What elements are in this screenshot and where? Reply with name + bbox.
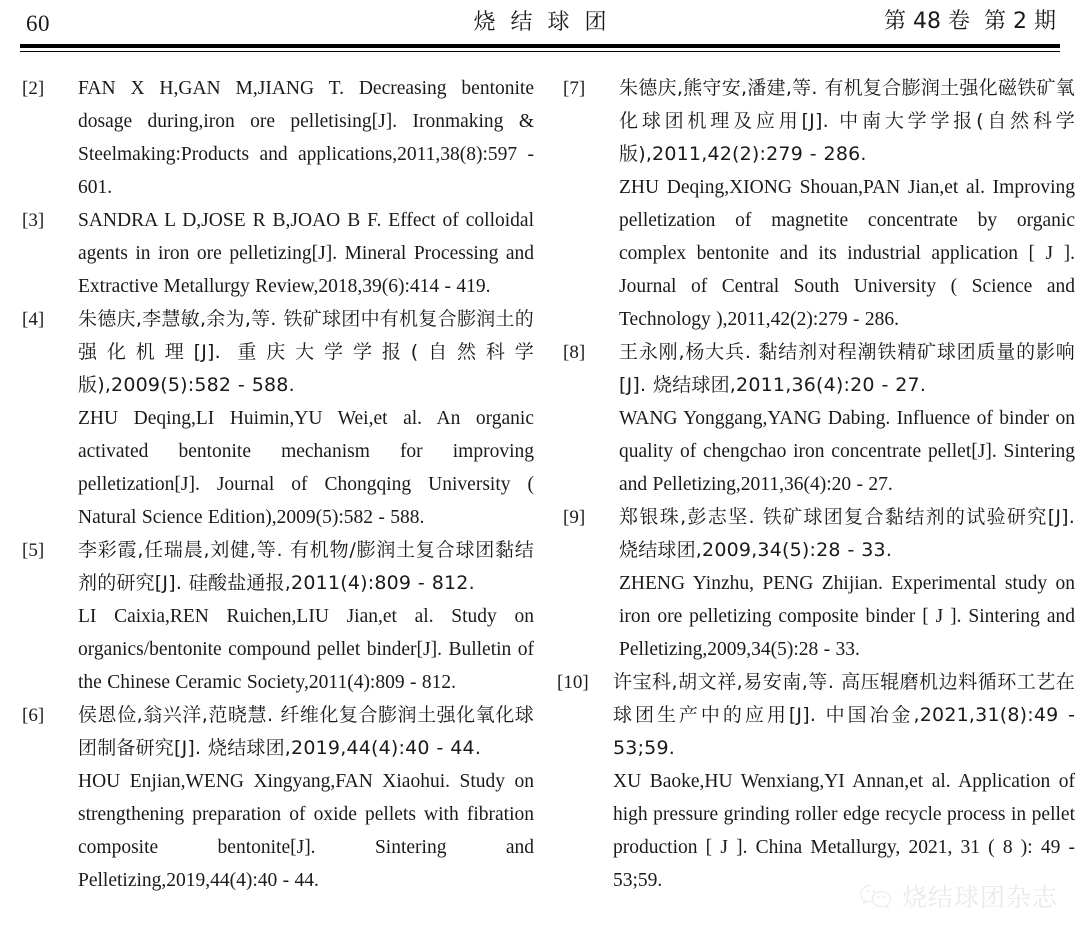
reference-label: [8] <box>563 342 586 363</box>
reference-column-right <box>557 72 1075 897</box>
reference-entry-4 <box>22 303 534 534</box>
issue-volume: 第 48 卷 第 2 期 <box>884 9 1056 34</box>
reference-text-en: ZHENG Yinzhu, PENG Zhijian. Experimental study on iron ore pelletizing composite binder [ J ]. Sintering and Pelletizing,2009,34(5):28 - 33. <box>619 573 1075 660</box>
reference-label: [7] <box>563 78 586 99</box>
reference-column-left <box>22 72 534 897</box>
journal-title: 烧结球团 <box>473 10 622 35</box>
header-rule-thick <box>20 44 1060 48</box>
reference-text-zh: 王永刚,杨大兵. 黏结剂对程潮铁精矿球团质量的影响[J]. 烧结球团,2011,36(4):20 - 27. <box>619 341 1075 396</box>
reference-entry-5 <box>22 534 534 699</box>
reference-text-en: ZHU Deqing,XIONG Shouan,PAN Jian,et al. Improving pelletization of magnetite concentrate by organic complex bentonite and its industrial application [ J ]. Journal of Central South University ( Science and Technology ),2011,42(2):279 - 286. <box>619 177 1075 330</box>
reference-label: [3] <box>22 210 45 231</box>
reference-label: [10] <box>557 672 589 693</box>
reference-entry-6 <box>22 699 534 897</box>
page-running-head <box>0 0 1080 52</box>
reference-text-zh: 朱德庆,李慧敏,余为,等. 铁矿球团中有机复合膨润土的强化机理[J]. 重庆大学学报(自然科学版),2009(5):582 - 588. <box>78 308 534 396</box>
reference-text-zh: 郑银珠,彭志坚. 铁矿球团复合黏结剂的试验研究[J]. 烧结球团,2009,34(5):28 - 33. <box>619 506 1075 561</box>
reference-text-zh: 朱德庆,熊守安,潘建,等. 有机复合膨润土强化磁铁矿氧化球团机理及应用[J]. 中南大学学报(自然科学版),2011,42(2):279 - 286. <box>619 77 1075 165</box>
header-rule-thin <box>20 51 1060 52</box>
reference-text-zh: 侯恩俭,翁兴洋,范晓慧. 纤维化复合膨润土强化氧化球团制备研究[J]. 烧结球团,2019,44(4):40 - 44. <box>78 704 534 759</box>
reference-list <box>0 72 1080 930</box>
reference-entry-3 <box>22 204 534 303</box>
reference-entry-7 <box>563 72 1075 336</box>
reference-text-en: LI Caixia,REN Ruichen,LIU Jian,et al. Study on organics/bentonite compound pellet binder[J]. Bulletin of the Chinese Ceramic Society,2011(4):809 - 812. <box>78 606 534 693</box>
reference-text-en: WANG Yonggang,YANG Dabing. Influence of binder on quality of chengchao iron concentrate pellet[J]. Sintering and Pelletizing,2011,36(4):20 - 27. <box>619 408 1075 495</box>
reference-text-en: XU Baoke,HU Wenxiang,YI Annan,et al. Application of high pressure grinding roller edge recycle process in pellet production [ J ]. China Metallurgy, 2021, 31 ( 8 ): 49 - 53;59. <box>613 771 1075 891</box>
reference-label: [9] <box>563 507 586 528</box>
reference-text-zh: 许宝科,胡文祥,易安南,等. 高压辊磨机边料循环工艺在球团生产中的应用[J]. 中国冶金,2021,31(8):49 - 53;59. <box>613 671 1075 759</box>
reference-text-en: ZHU Deqing,LI Huimin,YU Wei,et al. An organic activated bentonite mechanism for improving pelletization[J]. Journal of Chongqing University ( Natural Science Edition),2009(5):582 - 588. <box>78 408 534 528</box>
reference-text-en: HOU Enjian,WENG Xingyang,FAN Xiaohui. Study on strengthening preparation of oxide pellets with fibration composite bentonite[J]. Sintering and Pelletizing,2019,44(4):40 - 44. <box>78 771 534 891</box>
reference-entry-10 <box>557 666 1075 897</box>
reference-text-en: SANDRA L D,JOSE R B,JOAO B F. Effect of colloidal agents in iron ore pelletizing[J]. Mineral Processing and Extractive Metallurgy Review,2018,39(6):414 - 419. <box>78 210 534 297</box>
reference-text-zh: 李彩霞,任瑞晨,刘健,等. 有机物/膨润土复合球团黏结剂的研究[J]. 硅酸盐通报,2011(4):809 - 812. <box>78 539 534 594</box>
page-number: 60 <box>26 11 50 36</box>
watermark-label: 烧结球团杂志 <box>901 882 1058 912</box>
reference-text-en: FAN X H,GAN M,JIANG T. Decreasing bentonite dosage during,iron ore pelletising[J]. Ironmaking & Steelmaking:Products and applications,2011,38(8):597 - 601. <box>78 78 534 198</box>
reference-label: [6] <box>22 705 45 726</box>
reference-entry-8 <box>563 336 1075 501</box>
reference-entry-9 <box>563 501 1075 666</box>
reference-label: [5] <box>22 540 45 561</box>
reference-label: [2] <box>22 78 45 99</box>
reference-entry-2 <box>22 72 534 204</box>
reference-label: [4] <box>22 309 45 330</box>
